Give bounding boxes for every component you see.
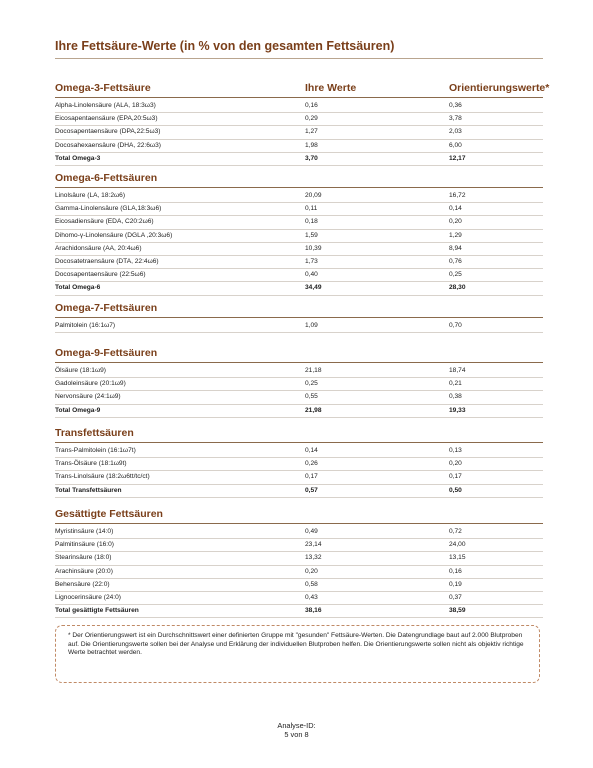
your-value: 0,14 xyxy=(305,447,318,454)
section-divider xyxy=(55,442,543,443)
table-row xyxy=(55,579,543,591)
table-row xyxy=(55,526,543,538)
total-row xyxy=(55,485,543,497)
reference-value: 0,16 xyxy=(449,567,462,575)
fatty-acid-name: Trans-Palmitolein (16:1ω7t) xyxy=(55,447,136,454)
fatty-acid-name: Docosahexaensäure (DHA, 22:6ω3) xyxy=(55,141,161,149)
section-divider xyxy=(55,523,543,524)
total-reference-value: 12,17 xyxy=(449,154,466,162)
total-fatty-acid-name: Total Transfettsäuren xyxy=(55,486,122,494)
row-divider xyxy=(55,497,543,498)
column-header-values: Ihre Werte xyxy=(305,82,357,94)
footnote-box xyxy=(55,625,540,683)
section-title: Omega-3-Fettsäure xyxy=(55,82,151,94)
fatty-acid-name: Eicosapentaensäure (EPA,20:5ω3) xyxy=(55,115,158,123)
column-header-reference: Orientierungswerte* xyxy=(449,82,550,94)
total-fatty-acid-name: Total Omega-3 xyxy=(55,154,101,162)
your-value: 21,18 xyxy=(305,367,322,374)
fatty-acid-name: Alpha-Linolensäure (ALA, 18:3ω3) xyxy=(55,102,156,109)
fatty-acid-name: Palmitolein (16:1ω7) xyxy=(55,322,116,329)
your-value: 1,09 xyxy=(305,322,318,329)
total-row xyxy=(55,282,543,294)
your-value: 0,26 xyxy=(305,460,318,468)
fatty-acid-name: Linolsäure (LA, 18:2ω6) xyxy=(55,192,126,199)
table-row xyxy=(55,269,543,281)
total-reference-value: 19,33 xyxy=(449,406,466,414)
reference-value: 0,72 xyxy=(449,528,462,535)
section-divider xyxy=(55,317,543,318)
reference-value: 8,94 xyxy=(449,244,462,252)
your-value: 0,43 xyxy=(305,593,318,601)
total-row xyxy=(55,153,543,165)
reference-value: 0,21 xyxy=(449,380,462,388)
total-your-value: 21,98 xyxy=(305,406,322,414)
fatty-acid-name: Docosatetraensäure (DTA, 22:4ω6) xyxy=(55,257,159,265)
row-divider xyxy=(55,332,543,333)
total-reference-value: 38,59 xyxy=(449,607,466,615)
table-row xyxy=(55,365,543,377)
fatty-acid-name: Arachidonsäure (AA, 20:4ω6) xyxy=(55,244,142,252)
section-divider xyxy=(55,362,543,363)
total-fatty-acid-name: Total gesättigte Fettsäuren xyxy=(55,607,139,615)
reference-value: 16,72 xyxy=(449,192,466,199)
your-value: 0,20 xyxy=(305,567,318,575)
your-value: 0,16 xyxy=(305,102,318,109)
row-divider xyxy=(55,295,543,296)
row-divider xyxy=(55,165,543,166)
row-divider xyxy=(55,617,543,618)
your-value: 1,59 xyxy=(305,231,318,239)
reference-value: 0,13 xyxy=(449,447,462,454)
reference-value: 0,38 xyxy=(449,393,462,401)
your-value: 0,58 xyxy=(305,580,318,588)
fatty-acid-name: Gamma-Linolensäure (GLA,18:3ω6) xyxy=(55,205,162,213)
section-divider xyxy=(55,97,543,98)
footnote-text: * Der Orientierungswert ist ein Durchschnittswert einer definierten Gruppe mit "gesunden" Fettsäure-Werten. Die Datengrundlage baut auf 2.000 Blutproben auf. Die Orientierungswerte sollen bei der Analyse und Erklärung der individuellen Blutproben helfen. Die Orientierungswerte sollen nicht als objektiv richtige Werte betrachtet werden. xyxy=(68,632,524,657)
table-row xyxy=(55,100,543,112)
page-number: 5 von 8 xyxy=(284,730,309,739)
reference-value: 0,17 xyxy=(449,473,462,481)
section-title: Omega-6-Fettsäuren xyxy=(55,172,158,184)
your-value: 1,73 xyxy=(305,257,318,265)
fatty-acid-name: Docosapentaensäure (DPA,22:5ω3) xyxy=(55,128,161,136)
table-row xyxy=(55,566,543,578)
fatty-acid-name: Behensäure (22:0) xyxy=(55,580,110,588)
reference-value: 0,37 xyxy=(449,593,462,601)
reference-value: 18,74 xyxy=(449,367,466,374)
fatty-acid-name: Docosapentaensäure (22:5ω6) xyxy=(55,271,146,279)
total-fatty-acid-name: Total Omega-9 xyxy=(55,406,101,414)
your-value: 0,11 xyxy=(305,205,318,213)
section-rows xyxy=(55,526,543,618)
fatty-acid-name: Nervonsäure (24:1ω9) xyxy=(55,393,121,401)
reference-value: 13,15 xyxy=(449,554,466,562)
fatty-acid-name: Trans-Linolsäure (18:2ω6tt/tc/ct) xyxy=(55,473,150,481)
fatty-acid-name: Lignocerinsäure (24:0) xyxy=(55,593,121,601)
reference-value: 0,19 xyxy=(449,580,462,588)
page-footer xyxy=(0,721,593,739)
fatty-acid-name: Stearinsäure (18:0) xyxy=(55,554,112,562)
your-value: 0,55 xyxy=(305,393,318,401)
table-row xyxy=(55,592,543,604)
table-row xyxy=(55,471,543,483)
fatty-acid-name: Myristinsäure (14:0) xyxy=(55,528,114,535)
your-value: 0,17 xyxy=(305,473,318,481)
total-fatty-acid-name: Total Omega-6 xyxy=(55,284,101,292)
fatty-acid-name: Dihomo-γ-Linolensäure (DGLA ,20:3ω6) xyxy=(55,231,173,239)
reference-value: 0,70 xyxy=(449,322,462,329)
your-value: 0,25 xyxy=(305,380,318,388)
fatty-acid-name: Gadoleinsäure (20:1ω9) xyxy=(55,380,126,388)
table-row xyxy=(55,190,543,202)
reference-value: 1,29 xyxy=(449,231,462,239)
section-rows xyxy=(55,320,543,333)
section-divider xyxy=(55,187,543,188)
your-value: 13,32 xyxy=(305,554,322,562)
page-title: Ihre Fettsäure-Werte (in % von den gesamten Fettsäuren) xyxy=(55,39,395,53)
your-value: 1,98 xyxy=(305,141,318,149)
reference-value: 6,00 xyxy=(449,141,462,149)
section-saturated-fats xyxy=(55,507,543,618)
total-row xyxy=(55,405,543,417)
table-row xyxy=(55,126,543,138)
table-row xyxy=(55,445,543,457)
section-rows xyxy=(55,365,543,418)
table-row xyxy=(55,539,543,551)
reference-value: 0,25 xyxy=(449,271,462,279)
table-row xyxy=(55,391,543,403)
table-row xyxy=(55,230,543,242)
table-row xyxy=(55,243,543,255)
total-your-value: 0,57 xyxy=(305,486,318,494)
section-trans-fats xyxy=(55,426,543,498)
your-value: 10,39 xyxy=(305,244,322,252)
section-omega-9 xyxy=(55,346,543,418)
row-divider xyxy=(55,417,543,418)
your-value: 0,18 xyxy=(305,218,318,226)
table-row xyxy=(55,378,543,390)
analysis-id-label: Analyse-ID: xyxy=(277,721,316,730)
reference-value: 0,20 xyxy=(449,218,462,226)
section-title: Transfettsäuren xyxy=(55,427,134,439)
reference-value: 3,78 xyxy=(449,115,462,123)
your-value: 1,27 xyxy=(305,128,318,136)
section-rows xyxy=(55,190,543,296)
section-omega-6 xyxy=(55,171,543,296)
total-row xyxy=(55,605,543,617)
total-your-value: 34,49 xyxy=(305,284,322,292)
table-row xyxy=(55,216,543,228)
table-row xyxy=(55,552,543,564)
reference-value: 0,76 xyxy=(449,257,462,265)
your-value: 0,40 xyxy=(305,271,318,279)
section-rows xyxy=(55,445,543,498)
section-omega-7 xyxy=(55,301,543,333)
your-value: 23,14 xyxy=(305,541,322,549)
your-value: 20,09 xyxy=(305,192,322,199)
title-divider xyxy=(55,58,543,59)
reference-value: 24,00 xyxy=(449,541,466,549)
your-value: 0,29 xyxy=(305,115,318,123)
table-row xyxy=(55,458,543,470)
reference-value: 2,03 xyxy=(449,128,462,136)
fatty-acid-name: Eicosadiensäure (EDA, C20:2ω6) xyxy=(55,218,154,226)
fatty-acid-name: Ölsäure (18:1ω9) xyxy=(55,367,106,374)
fatty-acid-name: Trans-Ölsäure (18:1ω9t) xyxy=(55,460,127,468)
section-title: Omega-9-Fettsäuren xyxy=(55,347,158,359)
your-value: 0,49 xyxy=(305,528,318,535)
reference-value: 0,14 xyxy=(449,205,462,213)
total-your-value: 38,16 xyxy=(305,607,322,615)
table-row xyxy=(55,320,543,332)
total-your-value: 3,70 xyxy=(305,154,318,162)
table-row xyxy=(55,140,543,152)
table-row xyxy=(55,203,543,215)
reference-value: 0,20 xyxy=(449,460,462,468)
section-title: Gesättigte Fettsäuren xyxy=(55,508,163,520)
section-rows xyxy=(55,100,543,166)
reference-value: 0,36 xyxy=(449,102,462,109)
table-row xyxy=(55,256,543,268)
section-title: Omega-7-Fettsäuren xyxy=(55,302,158,314)
fatty-acid-name: Palmitinsäure (16:0) xyxy=(55,541,115,549)
fatty-acid-name: Arachinsäure (20:0) xyxy=(55,567,113,575)
total-reference-value: 28,30 xyxy=(449,284,466,292)
total-reference-value: 0,50 xyxy=(449,486,462,494)
section-omega-3 xyxy=(55,81,550,166)
table-row xyxy=(55,113,543,125)
